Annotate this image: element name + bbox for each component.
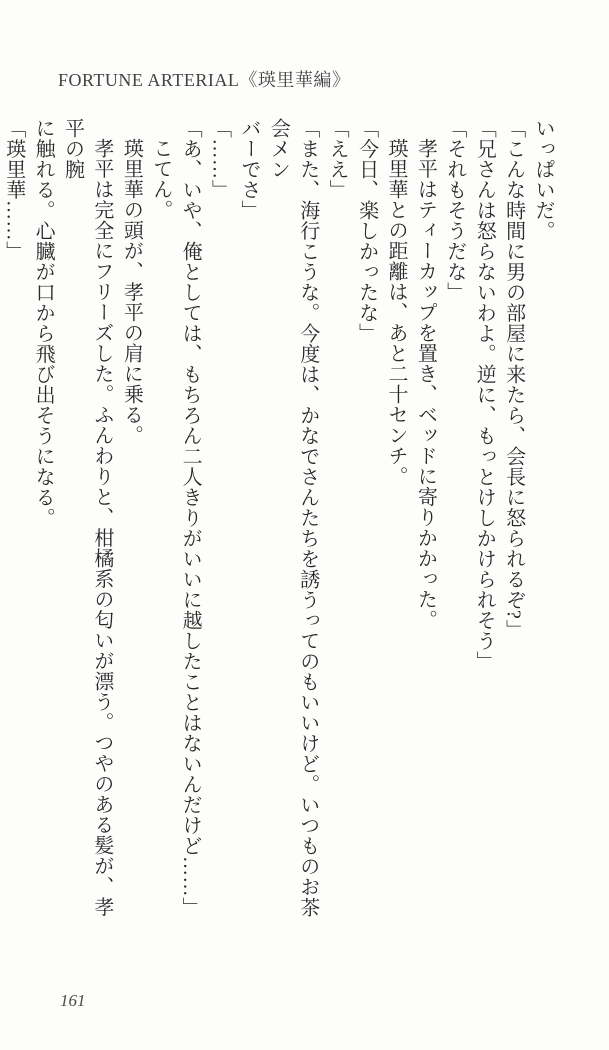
text-line: 「今日、楽しかったな」: [355, 118, 378, 344]
text-line: 孝平はティーカップを置き、ベッドに寄りかかった。: [414, 138, 437, 630]
text-line: 「兄さんは怒らないわよ。逆に、もっとけしかけられそう」: [473, 118, 496, 672]
text-line: に触れる。心臓が口から飛び出そうになる。: [32, 118, 55, 528]
text-line: 「ええ」: [326, 118, 349, 200]
running-header: FORTUNE ARTERIAL《瑛里華編》: [58, 70, 351, 90]
text-line: こてん。: [149, 138, 172, 220]
text-line: 「こんな時間に男の部屋に来たら、会長に怒られるぞ?」: [502, 118, 525, 640]
text-line: 「……」: [208, 118, 231, 200]
text-line: 「瑛里華……」: [2, 118, 25, 262]
text-line: 「それもそうだな」: [443, 118, 466, 303]
text-line: 瑛里華との距離は、あと二十センチ。: [384, 138, 407, 487]
vertical-text-block: [0, 118, 557, 918]
text-line: 孝平は完全にフリーズした。ふんわりと、柑橘系の匂いが漂う。つやのある髪が、孝平の腕: [61, 118, 113, 917]
text-line: 「また、海行こうな。今度は、かなでさんたちを誘うってのもいいけど。いつものお茶会メン: [267, 118, 319, 918]
text-line: バーでさ」: [237, 118, 260, 221]
text-line: 「あ、いや、俺としては、もちろん二人きりがいいに越したことはないんだけど……」: [179, 118, 202, 918]
text-line: 瑛里華の頭が、孝平の肩に乗る。: [120, 138, 143, 446]
page-number: 161: [60, 991, 86, 1010]
text-line: いっぱいだ。: [532, 118, 554, 241]
